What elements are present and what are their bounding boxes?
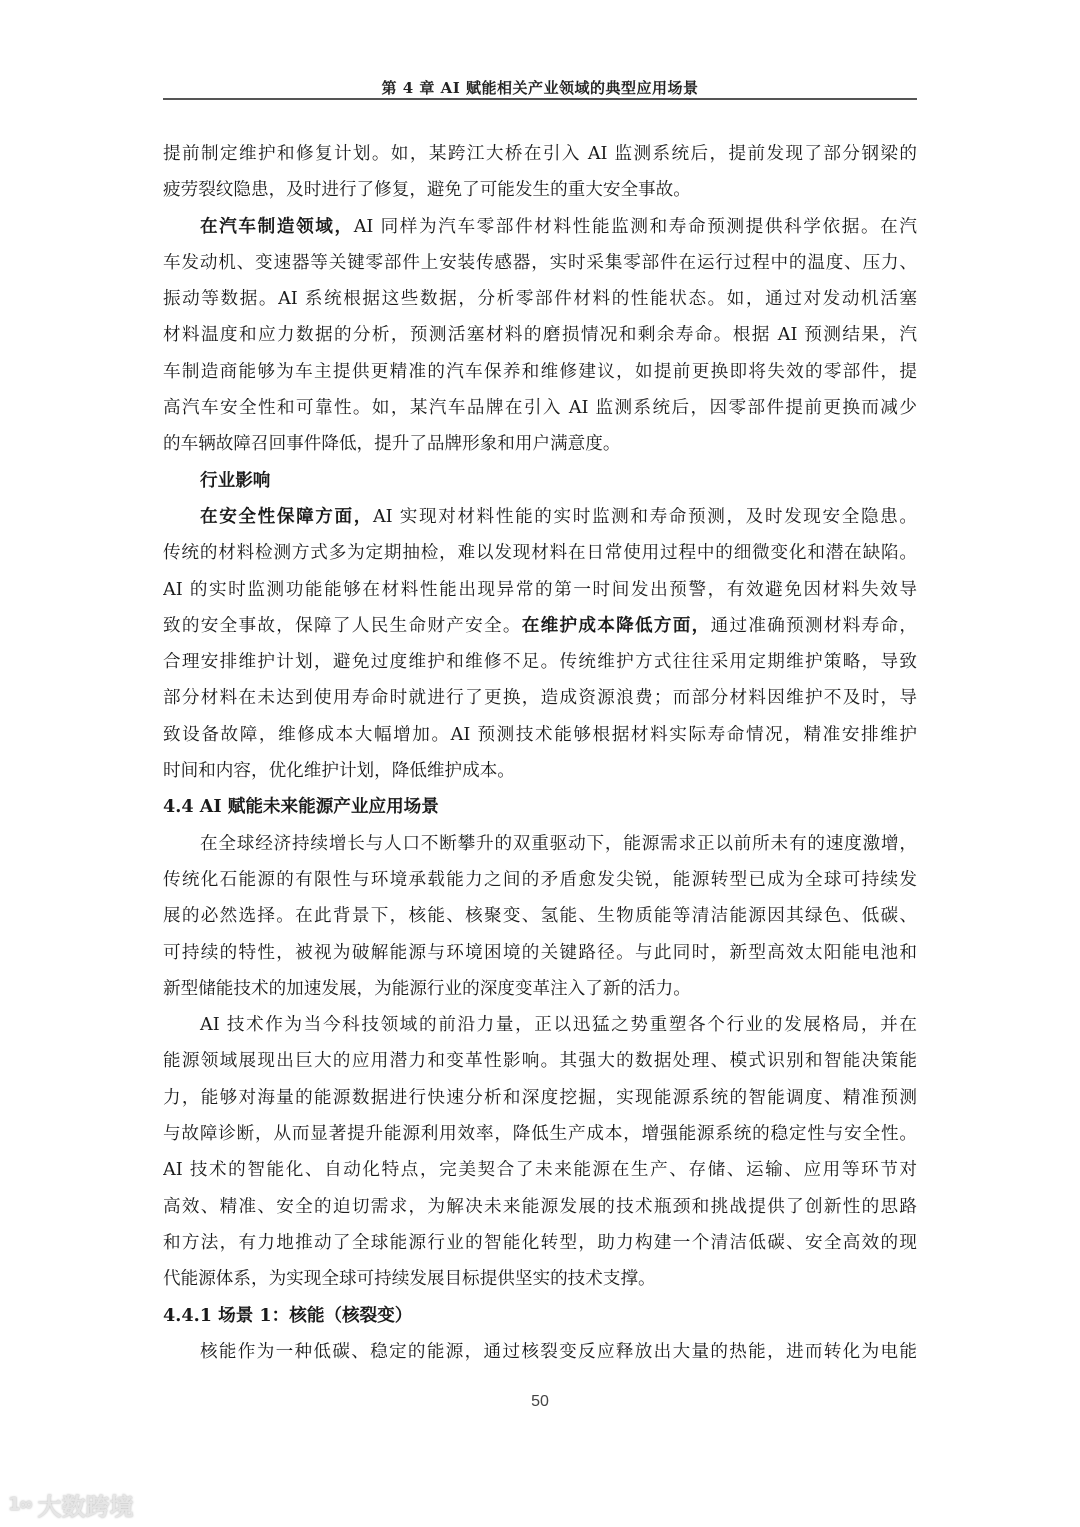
text-run: 致设备故障，维修成本大幅增加。AI 预测技术能够根据材料实际寿命情况，精准安排维护 [163, 724, 917, 745]
bold-phrase: 在汽车制造领域， [200, 215, 354, 237]
text-run: 合理安排维护计划，避免过度维护和维修不足。传统维护方式往往采用定期维护策略，导致 [163, 652, 917, 673]
header-divider [163, 98, 917, 100]
text-run: 振动等数据。AI 系统根据这些数据，分析零部件材料的性能状态。如，通过对发动机活塞 [163, 289, 917, 310]
text-run: 车制造商能够为车主提供更精准的汽车保养和维修建议，如提前更换即将失效的零部件，提 [163, 361, 917, 382]
text-line [163, 935, 917, 971]
text-line [163, 317, 917, 353]
text-line [163, 354, 917, 390]
text-run: AI 实现对材料性能的实时监测和寿命预测，及时发现安全隐患。 [372, 506, 917, 527]
text-line [163, 1152, 917, 1188]
section-heading [163, 1298, 917, 1334]
text-run: 传统化石能源的有限性与环境承载能力之间的矛盾愈发尖锐，能源转型已成为全球可持续发 [163, 869, 917, 890]
text-run: 提前制定维护和修复计划。如，某跨江大桥在引入 AI 监测系统后，提前发现了部分钢梁的 [163, 144, 917, 164]
bold-phrase: 在维护成本降低方面， [521, 614, 711, 636]
text-line [163, 136, 917, 172]
text-run: 部分材料在未达到使用寿命时就进行了更换，造成资源浪费；而部分材料因维护不及时，导 [163, 688, 917, 709]
text-run: 展的必然选择。在此背景下，核能、核聚变、氢能、生物质能等清洁能源因其绿色、低碳、 [163, 906, 917, 927]
text-line [163, 1225, 917, 1261]
running-header-chapter-title: 第 4 章 AI 赋能相关产业领域的典型应用场景 [381, 79, 699, 97]
bold-phrase: 4.4.1 场景 1：核能（核裂变） [163, 1304, 413, 1326]
page-body [163, 136, 917, 1370]
text-run: 代能源体系，为实现全球可持续发展目标提供坚实的技术支撑。 [163, 1269, 656, 1290]
text-line [163, 1116, 917, 1152]
section-heading [163, 789, 917, 825]
text-line [163, 753, 917, 789]
text-run: 在全球经济持续增长与人口不断攀升的双重驱动下，能源需求正以前所未有的速度激增， [200, 833, 917, 854]
text-run: 新型储能技术的加速发展，为能源行业的深度变革注入了新的活力。 [163, 978, 691, 999]
text-line [163, 608, 917, 644]
text-line [163, 426, 917, 462]
bold-phrase: 行业影响 [200, 469, 271, 491]
text-line [163, 390, 917, 426]
text-line [163, 826, 917, 862]
watermark-text: 大数跨境 [37, 1492, 134, 1521]
text-line [163, 1080, 917, 1116]
text-line [163, 245, 917, 281]
text-line [163, 1334, 917, 1370]
text-line [163, 1189, 917, 1225]
bold-phrase: 在安全性保障方面， [200, 505, 373, 527]
text-run: 传统的材料检测方式多为定期抽检，难以发现材料在日常使用过程中的细微变化和潜在缺陷。 [163, 543, 917, 564]
text-run: AI 同样为汽车零部件材料性能监测和寿命预测提供科学依据。在汽 [353, 216, 917, 237]
text-line [163, 1261, 917, 1297]
text-run: 与故障诊断，从而显著提升能源利用效率，降低生产成本，增强能源系统的稳定性与安全性。 [163, 1124, 917, 1145]
page-number: 50 [531, 1393, 549, 1410]
text-line [163, 209, 917, 245]
text-run: 能源领域展现出巨大的应用潜力和变革性影响。其强大的数据处理、模式识别和智能决策能 [163, 1051, 917, 1072]
text-line [163, 1043, 917, 1079]
text-line [163, 281, 917, 317]
watermark-logo-icon: 1∞ [8, 1493, 32, 1515]
text-run: 材料温度和应力数据的分析，预测活塞材料的磨损情况和剩余寿命。根据 AI 预测结果，汽 [163, 325, 917, 346]
text-run: AI 技术的智能化、自动化特点，完美契合了未来能源在生产、存储、运输、应用等环节对 [163, 1160, 917, 1181]
text-run: 车发动机、变速器等关键零部件上安装传感器，实时采集零部件在运行过程中的温度、压力、 [163, 252, 917, 273]
section-heading [163, 463, 917, 499]
text-line [163, 572, 917, 608]
text-run: 时间和内容，优化维护计划，降低维护成本。 [163, 761, 515, 782]
text-line [163, 862, 917, 898]
text-run: 和方法，有力地推动了全球能源行业的智能化转型，助力构建一个清洁低碳、安全高效的现 [163, 1232, 917, 1253]
text-line [163, 717, 917, 753]
text-line [163, 499, 917, 535]
text-run: 力，能够对海量的能源数据进行快速分析和深度挖掘，实现能源系统的智能调度、精准预测 [163, 1087, 917, 1108]
text-run: 核能作为一种低碳、稳定的能源，通过核裂变反应释放出大量的热能，进而转化为电能 [200, 1341, 917, 1362]
text-line [163, 680, 917, 716]
watermark [8, 1490, 134, 1521]
text-line [163, 172, 917, 208]
text-run: 通过准确预测材料寿命， [710, 615, 917, 636]
text-run: 高汽车安全性和可靠性。如，某汽车品牌在引入 AI 监测系统后，因零部件提前更换而减少 [163, 398, 917, 419]
text-run: 致的安全事故，保障了人民生命财产安全。 [163, 615, 522, 636]
text-line [163, 644, 917, 680]
text-line [163, 1007, 917, 1043]
text-run: AI 的实时监测功能能够在材料性能出现异常的第一时间发出预警，有效避免因材料失效导 [163, 579, 917, 600]
text-run: 的车辆故障召回事件降低，提升了品牌形象和用户满意度。 [163, 434, 621, 455]
text-run: AI 技术作为当今科技领域的前沿力量，正以迅猛之势重塑各个行业的发展格局，并在 [200, 1015, 917, 1036]
text-line [163, 535, 917, 571]
text-run: 疲劳裂纹隐患，及时进行了修复，避免了可能发生的重大安全事故。 [163, 180, 691, 201]
text-run: 高效、精准、安全的迫切需求，为解决未来能源发展的技术瓶颈和挑战提供了创新性的思路 [163, 1196, 917, 1217]
text-line [163, 898, 917, 934]
text-line [163, 971, 917, 1007]
bold-phrase: 4.4 AI 赋能未来能源产业应用场景 [163, 796, 439, 818]
text-run: 可持续的特性，被视为破解能源与环境困境的关键路径。与此同时，新型高效太阳能电池和 [163, 942, 917, 963]
